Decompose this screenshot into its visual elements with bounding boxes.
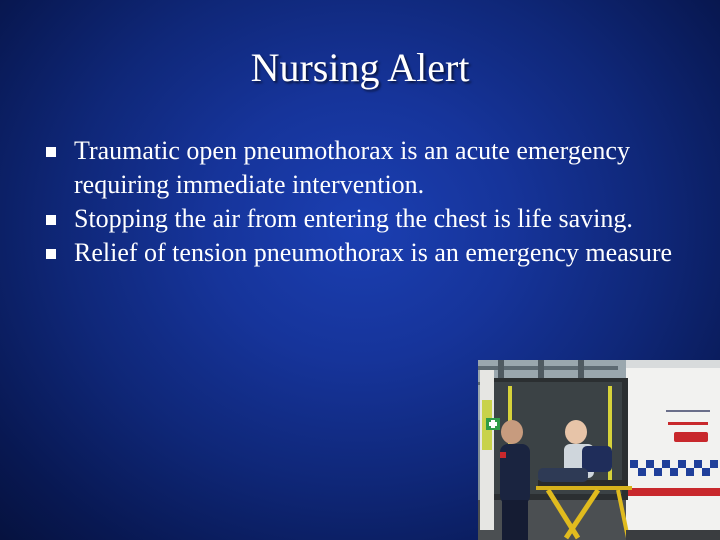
square-bullet-icon	[46, 215, 56, 225]
square-bullet-icon	[46, 147, 56, 157]
bullet-item	[46, 236, 686, 270]
bullet-list	[46, 134, 686, 270]
slide-title: Nursing Alert	[250, 45, 470, 90]
bullet-text: Relief of tension pneumothorax is an emergency measure	[74, 238, 673, 267]
square-bullet-icon	[46, 249, 56, 259]
bullet-item	[46, 202, 686, 236]
bullet-item	[46, 134, 686, 202]
ambulance-photo	[478, 360, 720, 540]
bullet-text: Traumatic open pneumothorax is an acute emergency requiring immediate intervention.	[74, 136, 630, 199]
bullet-text: Stopping the air from entering the chest is life saving.	[74, 204, 633, 233]
